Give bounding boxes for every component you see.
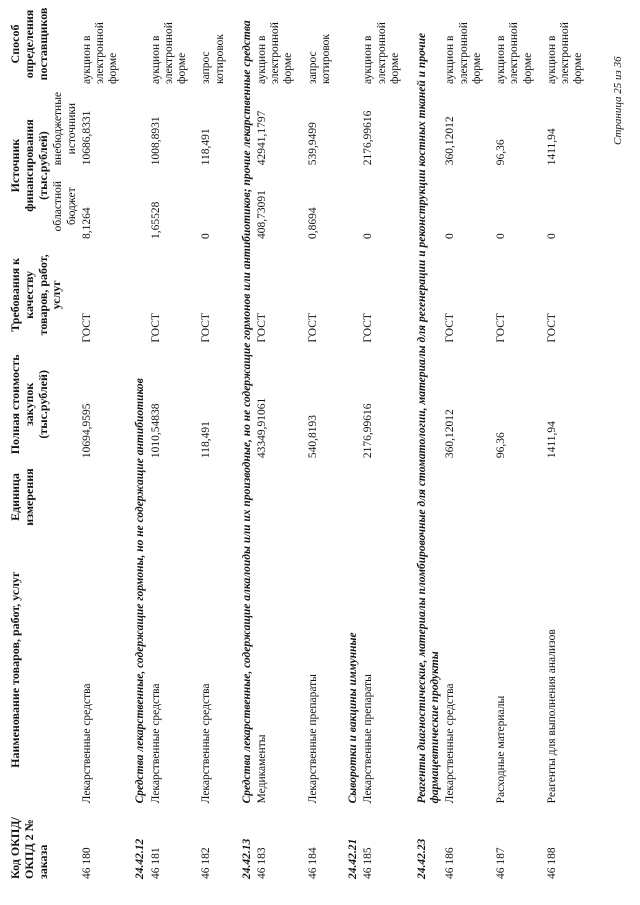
section-code: 24.42.12 (134, 838, 147, 879)
row-cost: 2176,99616 (362, 403, 375, 459)
section-title: Средства лекарственные, содержащие алкалоиды или их производные, но не содержащие гормонов или антибиотиков; прочие лекарственные средства (240, 20, 253, 804)
row-number: 180 (80, 847, 93, 865)
header-name: Наименование товаров, работ, услуг (8, 571, 22, 768)
row-number: 183 (256, 847, 269, 865)
row-cost: 43349,91061 (256, 397, 269, 459)
section-title: Сыворотки и вакцины иммунные (347, 632, 360, 804)
row-offbudget: 539,9499 (306, 122, 319, 166)
row-requirements: ГОСТ (256, 313, 269, 343)
section-code: 24.42.13 (240, 838, 253, 879)
row-name: Лекарственные средства (80, 683, 93, 804)
row-regional: 408,73091 (256, 190, 269, 240)
row-requirements: ГОСТ (495, 313, 508, 343)
section-row (343, 0, 361, 883)
section-code: 24.42.23 (415, 838, 428, 879)
row-requirements: ГОСТ (200, 313, 213, 343)
row-method: запрос котировок (306, 33, 332, 84)
row-method: запрос котировок (200, 33, 226, 84)
table-row (80, 0, 131, 883)
row-method: аукцион в электронной форме (149, 22, 189, 84)
row-method: аукцион в электронной форме (80, 22, 120, 84)
section-row (412, 0, 443, 883)
row-method: аукцион в электронной форме (545, 22, 585, 84)
row-unit (494, 462, 545, 532)
row-code (494, 807, 545, 883)
row-offbudget: 96,36 (495, 139, 508, 166)
table-row (199, 0, 236, 883)
row-name: Лекарственные препараты (306, 674, 319, 804)
row-name: Лекарственные препараты (362, 674, 375, 804)
row-requirements: ГОСТ (545, 313, 558, 343)
row-offbudget: 1411,94 (545, 128, 558, 166)
section-title: Реагенты диагностические, материалы пломбировочные для стоматологии, материалы для регенерации и реконструкции костных тканей и прочие фармацевтические продукты (415, 32, 442, 804)
row-requirements: ГОСТ (149, 313, 162, 343)
row-offbudget: 10686,8331 (80, 110, 93, 166)
row-method: аукцион в электронной форме (444, 22, 483, 84)
row-code (443, 807, 494, 883)
row-code (255, 807, 306, 883)
row-requirements: ГОСТ (80, 313, 93, 343)
row-regional: 0 (545, 233, 558, 240)
table-row (443, 0, 494, 883)
header-code: Код ОКПД/ ОКПД 2 № заказа (8, 817, 50, 879)
row-number: 182 (200, 847, 213, 865)
header-regional-budget: областной бюджет (52, 180, 78, 232)
row-code-prefix: 46 (545, 867, 558, 879)
row-code (199, 807, 236, 883)
table-row (306, 0, 343, 883)
section-row (237, 0, 255, 883)
header-offbudget: внебюджетные источники (52, 91, 78, 166)
row-offbudget: 1008,8931 (149, 116, 162, 166)
table-row (545, 0, 596, 883)
row-unit (149, 462, 200, 532)
row-regional: 1,65528 (149, 201, 162, 240)
row-unit (545, 462, 596, 532)
header-financing: Источник финансирования (тыс.рублей) (8, 119, 50, 212)
header-method: Способ определения поставщиков (8, 7, 50, 81)
row-code-prefix: 46 (80, 867, 93, 879)
row-cost: 96,36 (495, 432, 508, 459)
row-number: 181 (149, 847, 162, 865)
row-offbudget: 360,12012 (444, 116, 457, 166)
row-code-prefix: 46 (362, 867, 375, 879)
row-offbudget: 2176,99616 (362, 110, 375, 166)
row-requirements: ГОСТ (444, 313, 457, 343)
table-row (361, 0, 412, 883)
row-code (545, 807, 596, 883)
row-regional: 0 (362, 233, 375, 240)
row-unit (306, 462, 343, 532)
row-cost: 1411,94 (545, 421, 558, 459)
header-cost: Полная стоимость закупок (тыс.рублей) (8, 354, 50, 455)
row-offbudget: 118,491 (200, 128, 213, 166)
row-cost: 360,12012 (444, 409, 457, 459)
section-code: 24.42.21 (347, 838, 360, 879)
table-body (80, 0, 596, 883)
row-requirements: ГОСТ (306, 313, 319, 343)
row-code (80, 807, 131, 883)
row-number: 187 (495, 847, 508, 865)
section-title: Средства лекарственные, содержащие гормоны, но не содержащие антибиотиков (134, 378, 147, 804)
row-name: Реагенты для выполнения анализов (545, 629, 558, 804)
row-regional: 8,1264 (80, 207, 93, 240)
row-cost: 118,491 (200, 421, 213, 459)
row-method: аукцион в электронной форме (256, 22, 295, 84)
row-unit (361, 462, 412, 532)
row-name: Расходные материалы (495, 695, 508, 804)
row-offbudget: 42941,1797 (256, 110, 269, 166)
row-method: аукцион в электронной форме (362, 22, 401, 84)
row-unit (199, 462, 236, 532)
row-regional: 0 (495, 233, 508, 240)
row-code-prefix: 46 (256, 867, 269, 879)
row-name: Лекарственные средства (444, 683, 457, 804)
row-name: Лекарственные средства (149, 683, 162, 804)
row-code (306, 807, 343, 883)
table-row (494, 0, 545, 883)
table-row (255, 0, 306, 883)
row-method: аукцион в электронной форме (495, 22, 534, 84)
row-name: Медикаменты (256, 734, 269, 804)
row-code-prefix: 46 (444, 867, 457, 879)
row-number: 186 (444, 847, 457, 865)
row-cost: 10694,9595 (80, 403, 93, 459)
row-code-prefix: 46 (149, 867, 162, 879)
row-code-prefix: 46 (495, 867, 508, 879)
row-number: 188 (545, 847, 558, 865)
section-row (130, 0, 148, 883)
row-regional: 0,8694 (306, 207, 319, 240)
row-cost: 1010,54838 (149, 403, 162, 459)
row-code (361, 807, 412, 883)
row-unit (80, 462, 131, 532)
row-number: 185 (362, 847, 375, 865)
header-unit: Единица измерения (8, 468, 36, 526)
procurement-table (8, 0, 595, 883)
row-regional: 0 (200, 233, 213, 240)
row-cost: 540,8193 (306, 414, 319, 459)
row-code-prefix: 46 (200, 867, 213, 879)
table-row (149, 0, 200, 883)
header-requirements: Требования к качеству товаров, работ, услуг (8, 254, 64, 336)
row-unit (255, 462, 306, 532)
page-number: Страница 25 из 36 (612, 56, 624, 145)
row-name: Лекарственные средства (200, 683, 213, 804)
row-code (149, 807, 200, 883)
row-number: 184 (306, 847, 319, 865)
row-unit (443, 462, 494, 532)
row-requirements: ГОСТ (362, 313, 375, 343)
row-regional: 0 (444, 233, 457, 240)
row-code-prefix: 46 (306, 867, 319, 879)
